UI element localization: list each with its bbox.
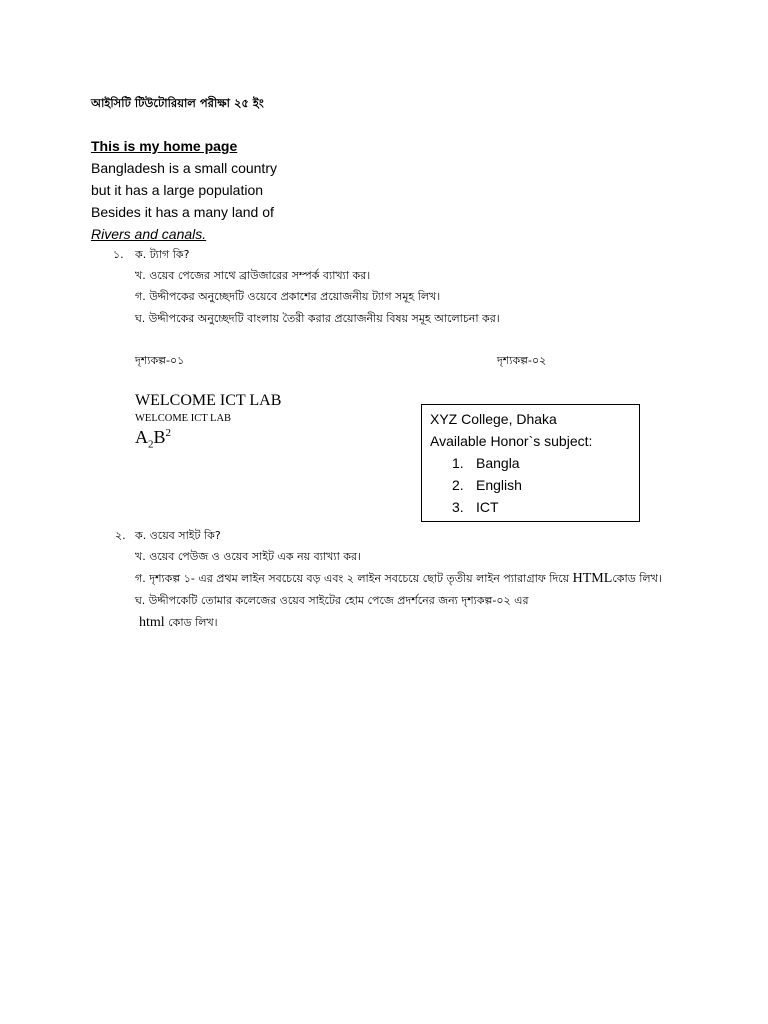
scene-1-label: দৃশ্যকল্প-০১ bbox=[135, 354, 185, 367]
question-2-ga bbox=[135, 570, 662, 589]
college-name: XYZ College, Dhaka bbox=[430, 411, 557, 427]
subject-bangla: Bangla bbox=[476, 455, 520, 471]
subject-ict: ICT bbox=[476, 499, 499, 515]
html-word: html bbox=[139, 615, 165, 630]
question-2-ga-end: কোড লিখ। bbox=[612, 572, 662, 585]
exam-title: আইসিটি টিউটোরিয়াল পরীক্ষা ২৫ ইং bbox=[91, 96, 264, 110]
question-1-ga: গ. উদ্দীপকের অনুচ্ছেদটি ওয়েবে প্রকাশের প্রয়োজনীয় ট্যাগ সমূহ লিখ। bbox=[135, 290, 441, 303]
formula-b: B bbox=[153, 427, 166, 447]
subject-number: 3. bbox=[452, 499, 464, 515]
subject-number: 2. bbox=[452, 477, 464, 493]
question-2-ka: ক. ওয়েব সাইট কি? bbox=[135, 529, 221, 542]
question-2-gha-end: কোড লিখ। bbox=[164, 616, 218, 629]
formula-a: A bbox=[135, 427, 148, 447]
paragraph-line-3: Besides it has a many land of bbox=[91, 204, 274, 220]
question-2-number: ২. bbox=[115, 529, 126, 542]
question-2-gha: ঘ. উদ্দীপকেটি তোমার কলেজের ওয়েব সাইটের হোম পেজে প্রদর্শনের জন্য দৃশ্যকল্প-০২ এর bbox=[135, 594, 529, 607]
question-2-kha: খ. ওয়েব পেউজ ও ওয়েব সাইট এক নয় ব্যাখ্যা কর। bbox=[135, 550, 361, 563]
formula-a2b2 bbox=[135, 427, 171, 451]
question-1-kha: খ. ওয়েব পেজের সাথে ব্রাউজারের সম্পর্ক ব্যাখ্যা কর। bbox=[135, 269, 371, 282]
scene-2-box bbox=[421, 404, 640, 522]
question-1-number: ১. bbox=[113, 248, 124, 261]
formula-a-subscript: 2 bbox=[148, 438, 154, 451]
html-word: HTML bbox=[572, 571, 613, 586]
welcome-heading-large: WELCOME ICT LAB bbox=[135, 392, 282, 409]
welcome-text-small: WELCOME ICT LAB bbox=[135, 413, 232, 424]
question-1-ka: ক. ট্যাগ কি? bbox=[135, 248, 190, 261]
scene-2-label: দৃশ্যকল্প-০২ bbox=[497, 354, 547, 367]
question-2-ga-text: গ. দৃশ্যকল্প ১- এর প্রথম লাইন সবচেয়ে বড় এবং ২ লাইন সবচেয়ে ছোট তৃতীয় লাইন প্যারাগ্রাফ দিয়ে bbox=[135, 572, 573, 585]
paragraph-line-1: Bangladesh is a small country bbox=[91, 160, 277, 176]
subject-english: English bbox=[476, 477, 522, 493]
question-2-gha-continued bbox=[139, 614, 218, 633]
home-page-heading: This is my home page bbox=[91, 138, 238, 154]
paragraph-line-4: Rivers and canals. bbox=[91, 226, 207, 242]
formula-b-superscript: 2 bbox=[165, 427, 172, 439]
paragraph-line-2: but it has a large population bbox=[91, 182, 264, 198]
honors-heading: Available Honor`s subject: bbox=[430, 433, 593, 449]
question-1-gha: ঘ. উদ্দীপকের অনুচ্ছেদটি বাংলায় তৈরী করার প্রয়োজনীয় বিষয় সমূহ আলোচনা কর। bbox=[135, 312, 500, 325]
subject-number: 1. bbox=[452, 455, 464, 471]
